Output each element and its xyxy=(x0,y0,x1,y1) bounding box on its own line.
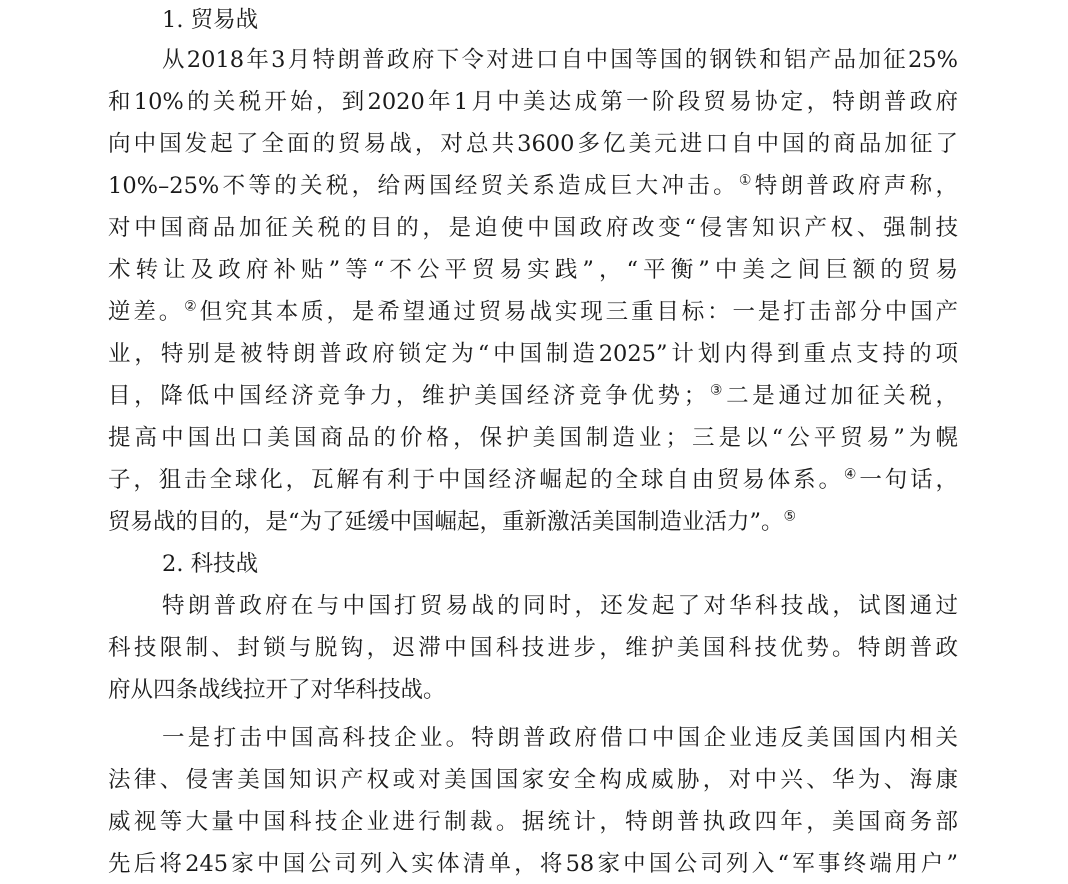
text-run: 子，狙击全球化，瓦解有利于中国经济崛起的全球自由贸易体系。 xyxy=(108,467,844,493)
text-run: 一句话， xyxy=(859,467,958,493)
text-run: 10%–25%不等的关税，给两国经贸关系造成巨大冲击。 xyxy=(108,173,739,199)
paragraph-line: 一是打击中国高科技企业。特朗普政府借口中国企业违反美国国内相关 xyxy=(162,725,958,751)
text-run: 但究其本质，是希望通过贸易战实现三重目标：一是打击部分中国产 xyxy=(199,299,958,325)
paragraph-line: 府从四条战线拉开了对华科技战。 xyxy=(108,677,446,703)
paragraph-line: 术转让及政府补贴”等“不公平贸易实践”，“平衡”中美之间巨额的贸易 xyxy=(108,257,958,283)
footnote-marker: ② xyxy=(184,298,200,315)
text-run: 逆差。 xyxy=(108,299,185,325)
paragraph-line: 和10%的关税开始，到2020年1月中美达成第一阶段贸易协定，特朗普政府 xyxy=(108,89,958,115)
footnote-marker: ④ xyxy=(843,466,860,483)
text-run: 特朗普政府声称， xyxy=(754,173,958,199)
paragraph-line: 先后将245家中国公司列入实体清单，将58家中国公司列入“军事终端用户” xyxy=(108,851,958,877)
paragraph-line xyxy=(108,460,958,500)
text-run: 目，降低中国经济竞争力，维护美国经济竞争优势； xyxy=(108,383,707,409)
paragraph-line: 向中国发起了全面的贸易战，对总共3600多亿美元进口自中国的商品加征了 xyxy=(108,131,958,157)
footnote-marker: ③ xyxy=(706,382,727,399)
paragraph-line xyxy=(108,502,958,542)
paragraph-line: 科技限制、封锁与脱钩，迟滞中国科技进步，维护美国科技优势。特朗普政 xyxy=(108,635,958,661)
paragraph-line: 法律、侵害美国知识产权或对美国国家安全构成威胁，对中兴、华为、海康 xyxy=(108,767,958,793)
footnote-marker: ⑤ xyxy=(783,508,797,525)
paragraph-line xyxy=(108,166,958,206)
paragraph-line: 威视等大量中国科技企业进行制裁。据统计，特朗普执政四年，美国商务部 xyxy=(108,809,958,835)
section-heading-trade-war: 1. 贸易战 xyxy=(162,7,259,33)
paragraph-line: 提高中国出口美国商品的价格，保护美国制造业；三是以“公平贸易”为幌 xyxy=(108,425,958,451)
text-run: 贸易战的目的，是“为了延缓中国崛起，重新激活美国制造业活力”。 xyxy=(108,509,784,535)
paragraph-line: 对中国商品加征关税的目的，是迫使中国政府改变“侵害知识产权、强制技 xyxy=(108,215,958,241)
paragraph-line xyxy=(108,376,958,416)
paragraph-line: 特朗普政府在与中国打贸易战的同时，还发起了对华科技战，试图通过 xyxy=(162,593,958,619)
text-run: 二是通过加征关税， xyxy=(726,383,958,409)
footnote-marker: ① xyxy=(738,172,755,189)
section-heading-tech-war: 2. 科技战 xyxy=(162,551,259,577)
paragraph-line: 业，特别是被特朗普政府锁定为“中国制造2025”计划内得到重点支持的项 xyxy=(108,341,958,367)
paragraph-line xyxy=(108,292,958,332)
paragraph-line: 从2018年3月特朗普政府下令对进口自中国等国的钢铁和铝产品加征25% xyxy=(162,47,958,73)
